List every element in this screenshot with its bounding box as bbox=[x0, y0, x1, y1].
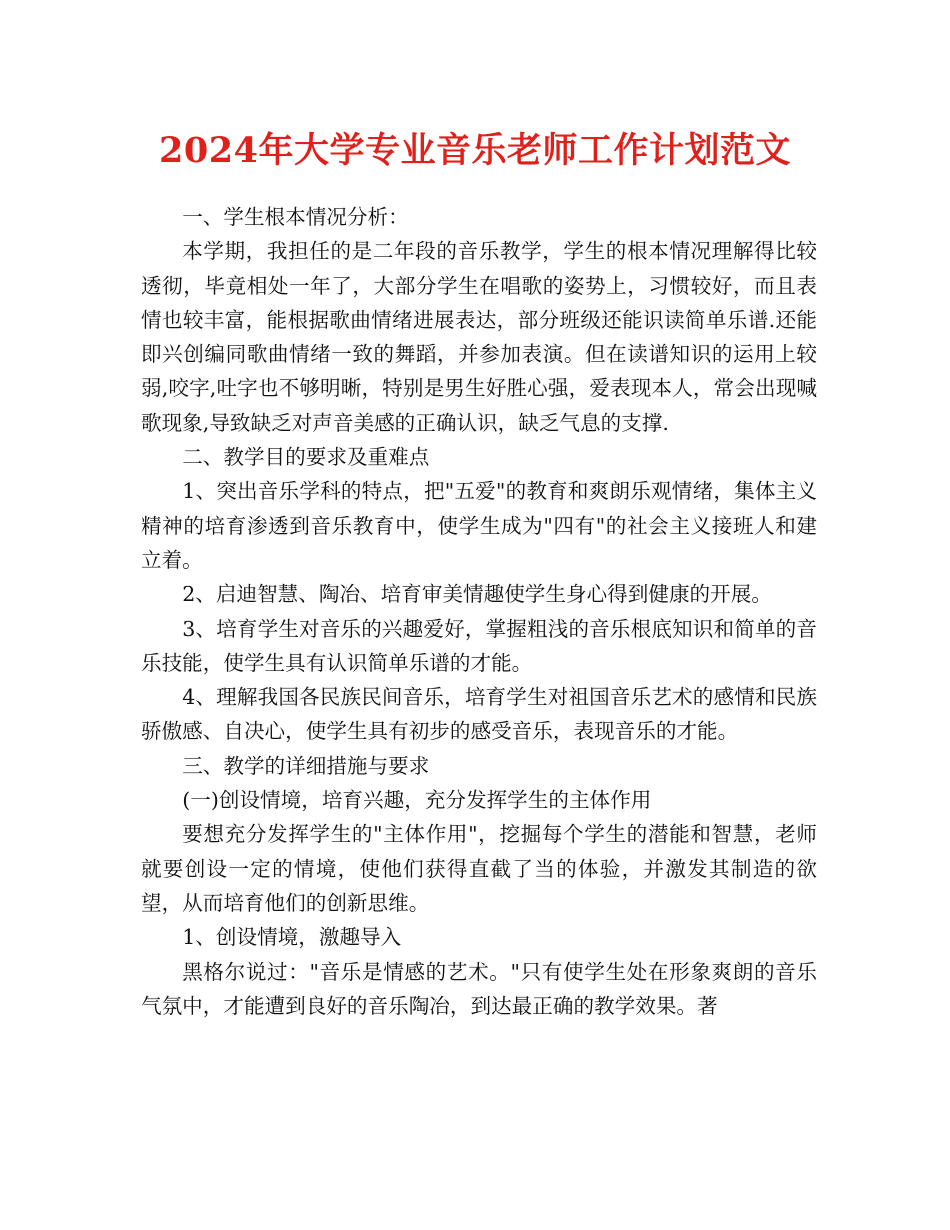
document-body bbox=[141, 200, 817, 1023]
subsection-heading: (一)创设情境，培育兴趣，充分发挥学生的主体作用 bbox=[182, 788, 652, 813]
paragraph: 要想充分发挥学生的"主体作用"，挖掘每个学生的潜能和智慧，老师就要创设一定的情境，使他们获得直截了当的体验，并激发其制造的欲望，从而培育他们的创新思维。 bbox=[141, 822, 817, 915]
list-item: 2、启迪智慧、陶冶、培育审美情趣使学生身心得到健康的开展。 bbox=[182, 582, 772, 607]
paragraph: 黑格尔说过："音乐是情感的艺术。"只有使学生处在形象爽朗的音乐气氛中，才能遭到良好的音乐陶冶，到达最正确的教学效果。著 bbox=[141, 959, 817, 1018]
section-heading: 三、教学的详细措施与要求 bbox=[182, 753, 430, 778]
paragraph: 本学期，我担任的是二年段的音乐教学，学生的根本情况理解得比较透彻，毕竟相处一年了，大部分学生在唱歌的姿势上，习惯较好，而且表情也较丰富，能根据歌曲情绪进展表达，部分班级还能识读简单乐谱.还能即兴创编同歌曲情绪一致的舞蹈，并参加表演。但在读谱知识的运用上较弱,咬字,吐字也不够明晰，特别是男生好胜心强，爱表现本人，常会出现喊歌现象,导致缺乏对声音美感的正确认识，缺乏气息的支撑. bbox=[141, 239, 817, 435]
section-heading: 二、教学目的要求及重难点 bbox=[182, 445, 430, 470]
list-item: 1、突出音乐学科的特点，把"五爱"的教育和爽朗乐观情绪，集体主义精神的培育渗透到音乐教育中，使学生成为"四有"的社会主义接班人和建立着。 bbox=[141, 479, 817, 572]
list-item: 3、培育学生对音乐的兴趣爱好，掌握粗浅的音乐根底知识和简单的音乐技能，使学生具有认识简单乐谱的才能。 bbox=[141, 616, 817, 675]
section-heading: 一、学生根本情况分析： bbox=[182, 205, 409, 229]
list-item: 4、理解我国各民族民间音乐，培育学生对祖国音乐艺术的感情和民族骄傲感、自决心，使学生具有初步的感受音乐，表现音乐的才能。 bbox=[141, 685, 817, 744]
subsection-heading: 1、创设情境，激趣导入 bbox=[182, 925, 402, 950]
document-title: 2024年大学专业音乐老师工作计划范文 bbox=[159, 130, 791, 171]
